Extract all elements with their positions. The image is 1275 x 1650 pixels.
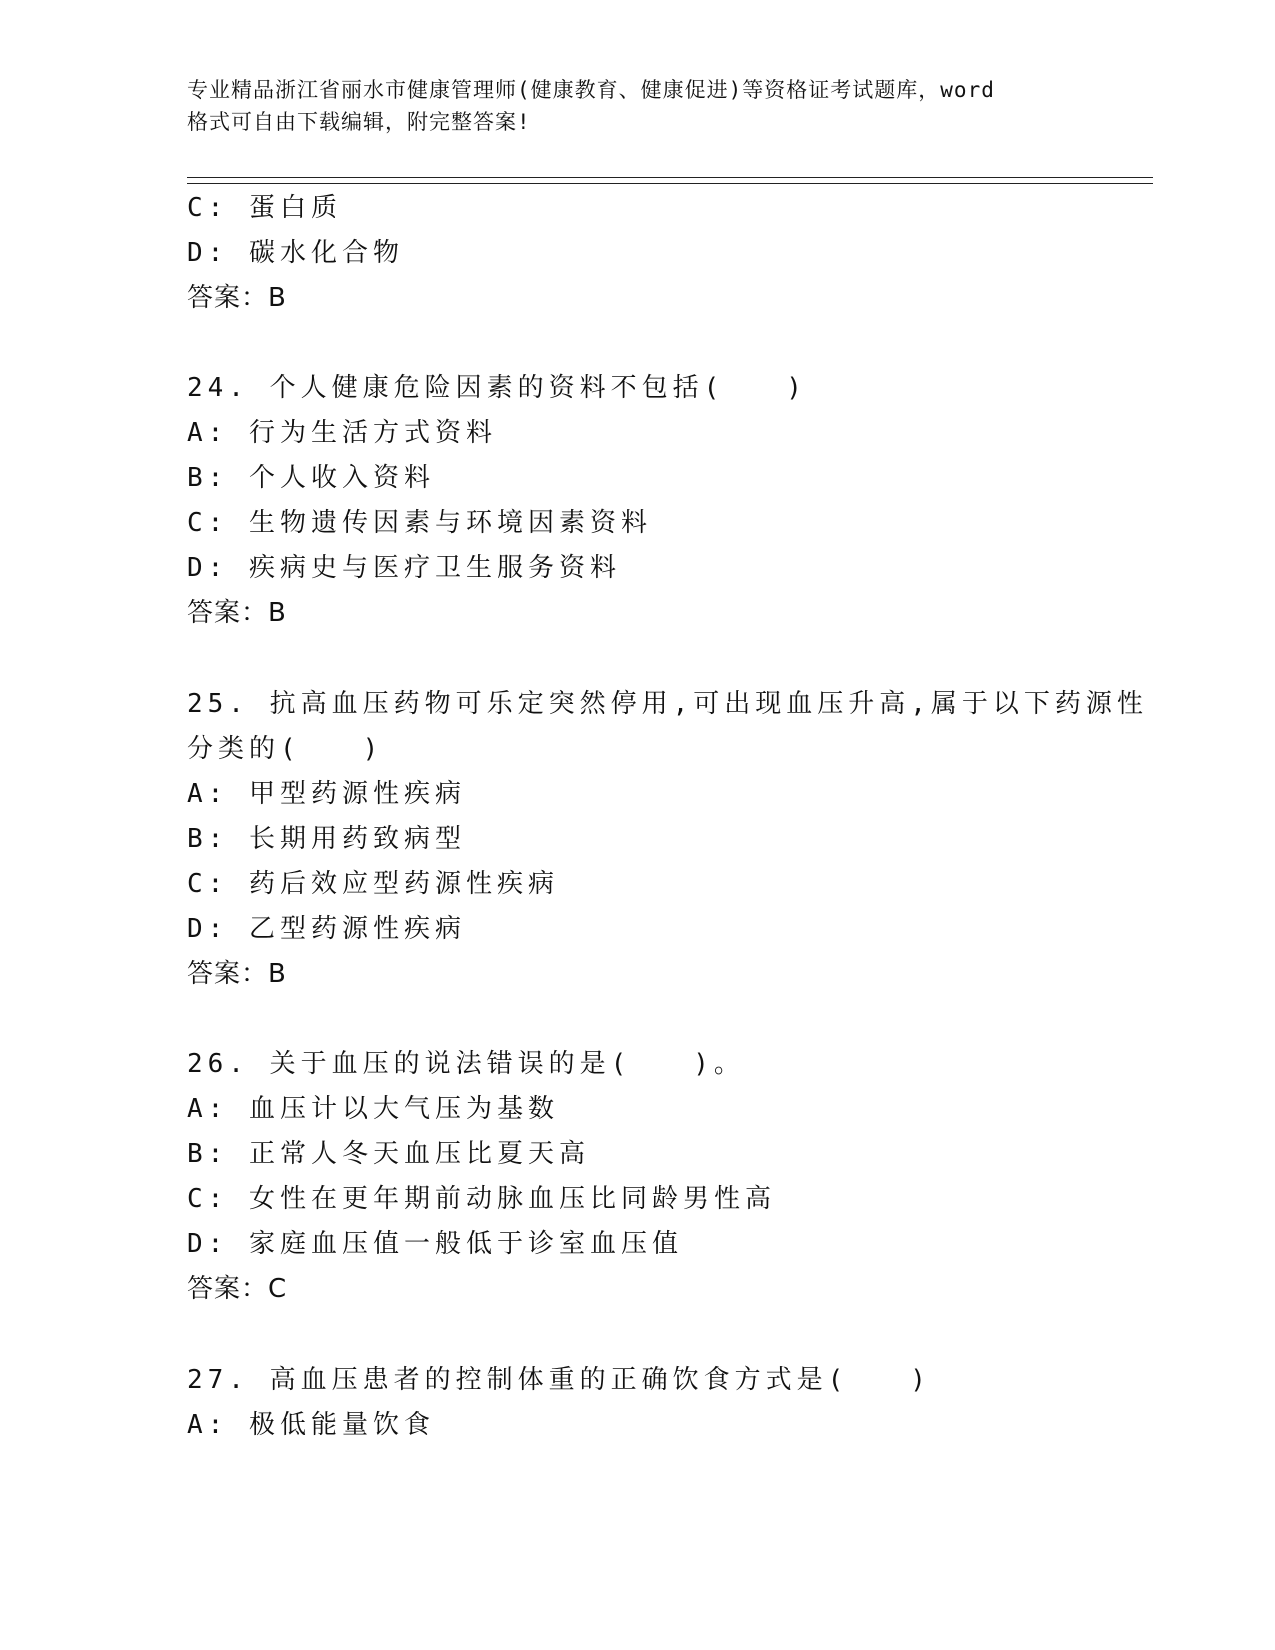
q24-option-c: C: 生物遗传因素与环境因素资料 — [187, 508, 652, 538]
header-line-2: 格式可自由下载编辑，附完整答案! — [187, 110, 531, 134]
q26-option-b: B: 正常人冬天血压比夏天高 — [187, 1139, 590, 1169]
q26-option-a: A: 血压计以大气压为基数 — [187, 1094, 559, 1124]
header-rule-top — [187, 177, 1153, 178]
prev-option-d: D: 碳水化合物 — [187, 238, 404, 268]
q25-question-line-2: 分类的( ) — [187, 734, 384, 764]
q24-question: 24. 个人健康危险因素的资料不包括( ) — [187, 373, 807, 403]
q26-answer: 答案：C — [187, 1274, 288, 1304]
q24-option-b: B: 个人收入资料 — [187, 463, 435, 493]
q25-option-b: B: 长期用药致病型 — [187, 824, 466, 854]
q24-option-a: A: 行为生活方式资料 — [187, 418, 497, 448]
q26-option-c: C: 女性在更年期前动脉血压比同龄男性高 — [187, 1184, 776, 1214]
q27-option-a: A: 极低能量饮食 — [187, 1410, 435, 1440]
q25-option-a: A: 甲型药源性疾病 — [187, 779, 466, 809]
document-header — [187, 74, 1087, 138]
q26-option-d: D: 家庭血压值一般低于诊室血压值 — [187, 1229, 683, 1259]
q24-option-d: D: 疾病史与医疗卫生服务资料 — [187, 553, 621, 583]
prev-option-c: C: 蛋白质 — [187, 193, 342, 223]
header-rule-bottom — [187, 183, 1153, 184]
q24-answer: 答案：B — [187, 598, 287, 628]
q25-question-line-1: 25. 抗高血压药物可乐定突然停用,可出现血压升高,属于以下药源性 — [187, 689, 1148, 719]
q25-option-c: C: 药后效应型药源性疾病 — [187, 869, 559, 899]
q25-answer: 答案：B — [187, 959, 287, 989]
q25-option-d: D: 乙型药源性疾病 — [187, 914, 466, 944]
prev-answer: 答案：B — [187, 283, 287, 313]
header-line-1: 专业精品浙江省丽水市健康管理师(健康教育、健康促进)等资格证考试题库，word — [187, 78, 995, 102]
q26-question: 26. 关于血压的说法错误的是( )。 — [187, 1049, 745, 1079]
q27-question: 27. 高血压患者的控制体重的正确饮食方式是( ) — [187, 1365, 931, 1395]
